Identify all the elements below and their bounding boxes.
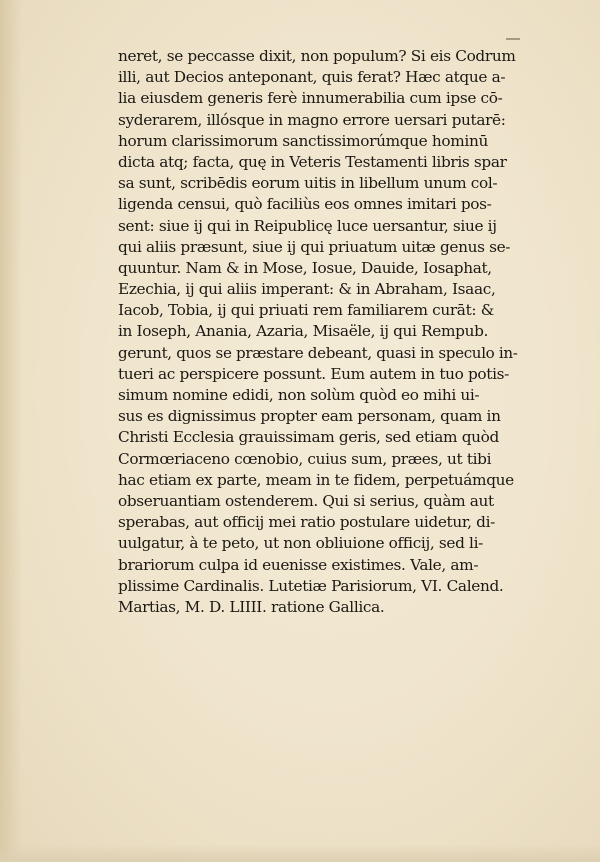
- text-line: quuntur. Nam & in Mose, Iosue, Dauide, Iosaphat,: [118, 258, 492, 277]
- text-line: qui aliis præsunt, siue ij qui priuatum uitæ genus se-: [118, 237, 511, 256]
- text-line: syderarem, illósque in magno errore uersari putarē:: [118, 110, 506, 129]
- text-line: Martias, M. D. LIIII. ratione Gallica.: [118, 597, 385, 616]
- text-line: horum clarissimorum sanctissimorúmque hominū: [118, 131, 488, 150]
- text-line: dicta atq; facta, quę in Veteris Testamenti libris spar: [118, 152, 507, 171]
- text-line: plissime Cardinalis. Lutetiæ Parisiorum, VI. Calend.: [118, 576, 504, 595]
- text-line: Ezechia, ij qui aliis imperant: & in Abraham, Isaac,: [118, 280, 496, 299]
- text-line: gerunt, quos se præstare debeant, quasi in speculo in-: [118, 343, 518, 362]
- text-line: sa sunt, scribēdis eorum uitis in libellum unum col-: [118, 174, 498, 193]
- text-line: sperabas, aut officij mei ratio postulare uidetur, di-: [118, 513, 495, 532]
- text-line: hac etiam ex parte, meam in te fidem, perpetuámque: [118, 470, 514, 489]
- text-line: neret, se peccasse dixit, non populum? Si eis Codrum: [118, 47, 516, 65]
- text-line: sent: siue ij qui in Reipublicę luce uersantur, siue ij: [118, 216, 497, 235]
- text-line: obseruantiam ostenderem. Qui si serius, quàm aut: [118, 491, 494, 510]
- text-line: lia eiusdem generis ferè innumerabilia cum ipse cō-: [118, 89, 503, 108]
- text-line: Christi Ecclesia grauissimam geris, sed etiam quòd: [118, 428, 499, 447]
- text-line: brariorum culpa id euenisse existimes. Vale, am-: [118, 555, 479, 574]
- text-line: ligenda censui, quò faciliùs eos omnes imitari pos-: [118, 195, 492, 214]
- body-text: [118, 46, 518, 618]
- printer-mark: [506, 38, 520, 40]
- text-line: tueri ac perspicere possunt. Eum autem in tuo potis-: [118, 364, 509, 383]
- page-bottom-shadow: [0, 844, 600, 862]
- text-line: Cormœriaceno cœnobio, cuius sum, præes, ut tibi: [118, 449, 492, 468]
- text-line: Iacob, Tobia, ij qui priuati rem familiarem curāt: &: [118, 301, 494, 320]
- text-line: simum nomine edidi, non solùm quòd eo mihi ui-: [118, 386, 480, 404]
- text-line: sus es dignissimus propter eam personam, quam in: [118, 407, 501, 426]
- text-line: in Ioseph, Anania, Azaria, Misaële, ij qui Rempub.: [118, 322, 489, 341]
- text-line: uulgatur, à te peto, ut non obliuione officij, sed li-: [118, 534, 483, 553]
- text-line: illi, aut Decios anteponant, quis ferat? Hæc atque a-: [118, 68, 506, 87]
- page-edge-shadow: [0, 0, 22, 862]
